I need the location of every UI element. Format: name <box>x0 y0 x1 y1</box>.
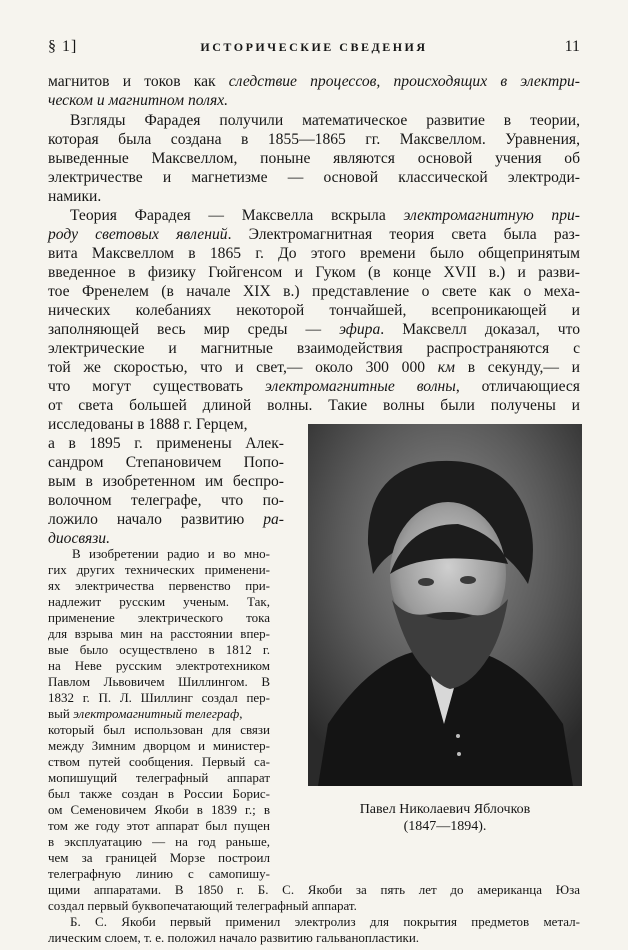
text-line <box>48 91 580 110</box>
italic-emphasis: электромагнитную при- <box>403 207 580 224</box>
italic-emphasis: ческом и магнитном полях. <box>48 92 229 109</box>
text-line: Теория Фарадея — Максвелла вскрыла электромагнитную при- <box>70 207 580 224</box>
sidenote-line: надлежит русским ученым. Так, <box>48 594 270 609</box>
text-line: а в 1895 г. применены Алек- <box>48 435 284 452</box>
sidenote-line: в эксплуатацию — на год раньше, <box>48 834 270 849</box>
text-line: выведенные Максвеллом, поныне являются основой учения об <box>48 150 580 167</box>
sidenote-line: применение электрического тока <box>48 610 270 625</box>
sidenote-line: Павлом Львовичем Шиллингом. В <box>48 674 270 689</box>
sidenote-line: телеграфную линию с самопишу- <box>48 866 270 881</box>
text-line: вым в изобретенном им беспро- <box>48 473 284 490</box>
text-line: намики. <box>48 188 102 205</box>
sidenote-line: В изобретении радио и во мно- <box>72 546 270 561</box>
sidenote-line: создал первый буквопечатающий телеграфный аппарат. <box>48 898 357 913</box>
page-number: 11 <box>564 38 580 55</box>
sidenote-line: 1832 г. П. Л. Шиллинг создал пер- <box>48 690 270 705</box>
text-line: ложило начало развитию ра- <box>48 511 284 528</box>
sidenote-line: вый электромагнитный телеграф, <box>48 706 243 721</box>
text-line: Взгляды Фарадея получили математическое развитие в теории, <box>70 112 580 129</box>
sidenote-line: том же году этот аппарат был пущен <box>48 818 270 833</box>
italic-emphasis: км <box>437 359 455 376</box>
text-line: тое Френелем (в начале XIX в.) представление о свете как о меха- <box>48 283 580 300</box>
caption-years: (1847—1894). <box>403 819 487 834</box>
sidenote-line: ством путей сообщения. Первый са- <box>48 754 270 769</box>
portrait-image <box>308 424 582 786</box>
text-line: исследованы в 1888 г. Герцем, <box>48 416 248 433</box>
sidenote-line: был также создан в России Борис- <box>48 786 270 801</box>
text-line: что могут существовать электромагнитные волны, отличающиеся <box>48 378 580 395</box>
text-line: заполняющей весь мир среды — эфира. Максвелл доказал, что <box>48 321 580 338</box>
sidenote-line: между Зимним дворцом и министер- <box>48 738 270 753</box>
italic-emphasis: следствие процессов, происходящих в электри- <box>228 73 580 90</box>
sidenote-line: на Неве русским электротехником <box>48 658 270 673</box>
text-line: волочном телеграфе, что по- <box>48 492 284 509</box>
sidenote-line: ом Семеновичем Якоби в 1839 г.; в <box>48 802 270 817</box>
running-header <box>48 38 580 58</box>
text-line: электричестве и магнетизме — основой классической электроди- <box>48 169 580 186</box>
text-line: роду световых явлений. Электромагнитная теория света была раз- <box>48 226 580 243</box>
italic-emphasis: электромагнитный телеграф <box>73 706 240 721</box>
sidenote-line: для взрыва мин на расстоянии впер- <box>48 626 270 641</box>
text-line: сандром Степановичем Попо- <box>48 454 284 471</box>
italic-emphasis: ра- <box>263 511 284 528</box>
text-line: нических колебаниях некоторой тончайшей, всепроникающей и <box>48 302 580 319</box>
italic-emphasis: электромагнитные волны <box>265 378 456 395</box>
caption-name: Павел Николаевич Яблочков <box>359 802 531 817</box>
text-line: введенное в физику Гюйгенсом и Гуком (в конце XVII в.) и разви- <box>48 264 580 281</box>
text-line: электрические и магнитные взаимодействия распространяются с <box>48 340 580 357</box>
sidenote-line: который был использован для связи <box>48 722 270 737</box>
italic-emphasis: роду световых явлений <box>48 226 228 243</box>
running-title: ИСТОРИЧЕСКИЕ СВЕДЕНИЯ <box>200 40 428 54</box>
sidenote-line: щими аппаратами. В 1850 г. Б. С. Якоби за пять лет до американца Юза <box>48 882 580 897</box>
sidenote-line: Б. С. Якоби первый применил электролиз для покрытия предметов метал- <box>70 914 580 929</box>
text-line: которая была создана в 1855—1865 гг. Максвеллом. Уравнения, <box>48 131 580 148</box>
italic-emphasis: эфира <box>339 321 381 338</box>
section-number: § 1] <box>48 38 78 55</box>
sidenote-line: гих других технических применени- <box>48 562 270 577</box>
portrait-photo <box>308 424 582 786</box>
sidenote-line: вые было осуществлено в 1812 г. <box>48 642 270 657</box>
text-line: вита Максвеллом в 1865 г. До этого времени было общепринятым <box>48 245 580 262</box>
sidenote-line: мопишущий телеграфный аппарат <box>48 770 270 785</box>
text-line: магнитов и токов как следствие процессов, происходящих в электри- <box>48 73 580 90</box>
sidenote-line: чем за границей Морзе построил <box>48 850 270 865</box>
text-line: от света большей длиной волны. Такие волны были получены и <box>48 397 580 414</box>
italic-emphasis: диосвязи. <box>48 530 110 547</box>
text-line: той же скоростью, что и свет,— около 300 000 км в секунду,— и <box>48 359 580 376</box>
sidenote-line: ях электричества первенство при- <box>48 578 270 593</box>
sidenote-line: лическим слоем, т. е. положил начало развитию гальванопластики. <box>48 930 420 945</box>
